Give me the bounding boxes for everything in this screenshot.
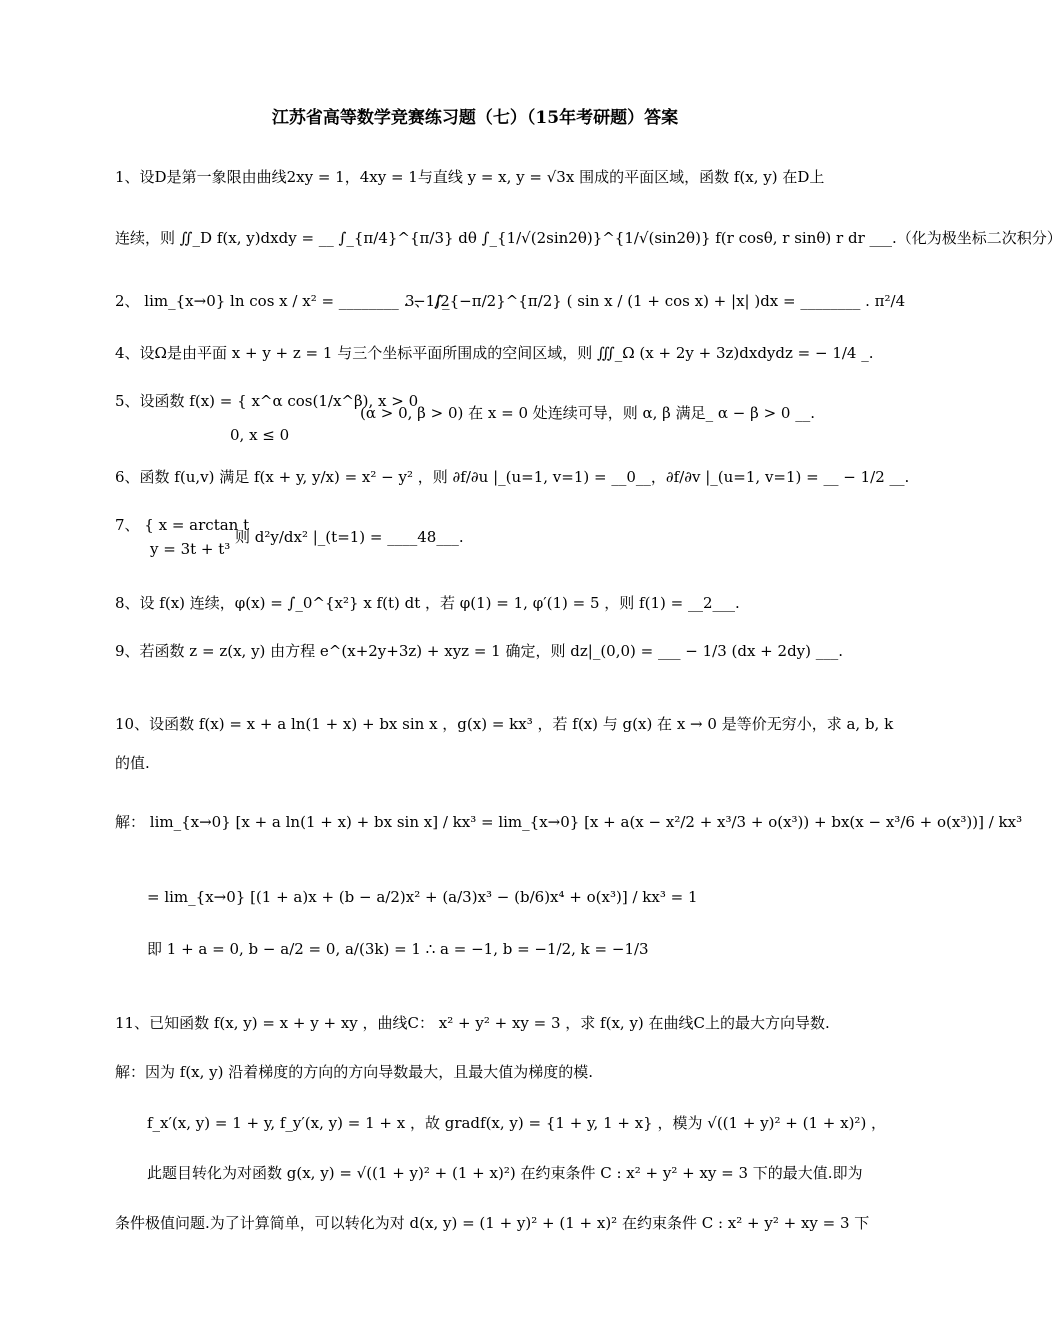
solution-11-line-1: 解：因为 f(x, y) 沿着梯度的方向的方向导数最大，且最大值为梯度的模.	[115, 1063, 594, 1081]
problem-9: 9、若函数 z = z(x, y) 由方程 e^(x+2y+3z) + xyz = 1 确定，则 dz|_(0,0) = ___ − 1/3 (dx + 2dy) ___.	[115, 642, 844, 660]
problem-1-line-1: 1、设D是第一象限由曲线2xy = 1，4xy = 1与直线 y = x, y = √3x 围成的平面区域，函数 f(x, y) 在D上	[115, 168, 825, 186]
problem-5-line-1: 5、设函数 f(x) = { x^α cos(1/x^β), x > 0	[115, 392, 419, 410]
problem-5-line-2: 0, x ≤ 0	[230, 426, 290, 444]
solution-11-line-2: f_x′(x, y) = 1 + y, f_y′(x, y) = 1 + x ，故 gradf(x, y) = {1 + y, 1 + x} ，模为 √((1 + y)² + (1 + x)²) ，	[147, 1114, 887, 1132]
problem-6: 6、函数 f(u,v) 满足 f(x + y, y/x) = x² − y² ，则 ∂f/∂u |_(u=1, v=1) = __0__，∂f/∂v |_(u=1, v=1) = __ − 1/2 __.	[115, 468, 910, 486]
solution-10-line-1: 解： lim_{x→0} [x + a ln(1 + x) + bx sin x] / kx³ = lim_{x→0} [x + a(x − x²/2 + x³/3 + o(x³)) + bx(x − x³/6 + o(x³))] / kx³	[115, 813, 1023, 831]
problem-7-line-1: 7、 { x = arctan t	[115, 516, 250, 534]
solution-11-line-3: 此题目转化为对函数 g(x, y) = √((1 + y)² + (1 + x)²) 在约束条件 C : x² + y² + xy = 3 下的最大值.即为	[147, 1164, 863, 1182]
problem-1-line-2: 连续，则 ∬_D f(x, y)dxdy = __ ∫_{π/4}^{π/3} dθ ∫_{1/√(2sin2θ)}^{1/√(sin2θ)} f(r cosθ, r sinθ) r dr ___.（化为极坐标二次积分）	[115, 229, 1062, 247]
problem-10-line-1: 10、设函数 f(x) = x + a ln(1 + x) + bx sin x ，g(x) = kx³ ，若 f(x) 与 g(x) 在 x → 0 是等价无穷小，求 a, b, k	[115, 715, 894, 733]
problem-7-line-2: y = 3t + t³	[150, 540, 231, 558]
solution-10-line-2: = lim_{x→0} [(1 + a)x + (b − a/2)x² + (a/3)x³ − (b/6)x⁴ + o(x³)] / kx³ = 1	[147, 888, 698, 906]
solution-11-line-4: 条件极值问题.为了计算简单，可以转化为对 d(x, y) = (1 + y)² + (1 + x)² 在约束条件 C : x² + y² + xy = 3 下	[115, 1214, 870, 1232]
problem-11: 11、已知函数 f(x, y) = x + y + xy ，曲线C： x² + y² + xy = 3 ，求 f(x, y) 在曲线C上的最大方向导数.	[115, 1014, 830, 1032]
problem-7-derivative: 则 d²y/dx² |_(t=1) = ____48___.	[235, 528, 464, 546]
page-title: 江苏省高等数学竞赛练习题（七）（15年考研题）答案	[271, 108, 679, 128]
problem-4: 4、设Ω是由平面 x + y + z = 1 与三个坐标平面所围成的空间区域，则 ∭_Ω (x + 2y + 3z)dxdydz = − 1/4 _.	[115, 344, 874, 362]
solution-10-line-3: 即 1 + a = 0, b − a/2 = 0, a/(3k) = 1 ∴ a = −1, b = −1/2, k = −1/3	[147, 940, 649, 958]
problem-10-line-2: 的值.	[115, 754, 150, 772]
problem-3: 3、 ∫_{−π/2}^{π/2} ( sin x / (1 + cos x) + |x| )dx = ________ . π²/4	[405, 292, 906, 310]
problem-2: 2、 lim_{x→0} ln cos x / x² = ________ . −1/2	[115, 292, 450, 310]
problem-8: 8、设 f(x) 连续，φ(x) = ∫_0^{x²} x f(t) dt ，若 φ(1) = 1, φ′(1) = 5 ，则 f(1) = __2___.	[115, 594, 740, 612]
problem-5-condition: (α > 0, β > 0) 在 x = 0 处连续可导，则 α, β 满足_ α − β > 0 __.	[360, 404, 815, 422]
